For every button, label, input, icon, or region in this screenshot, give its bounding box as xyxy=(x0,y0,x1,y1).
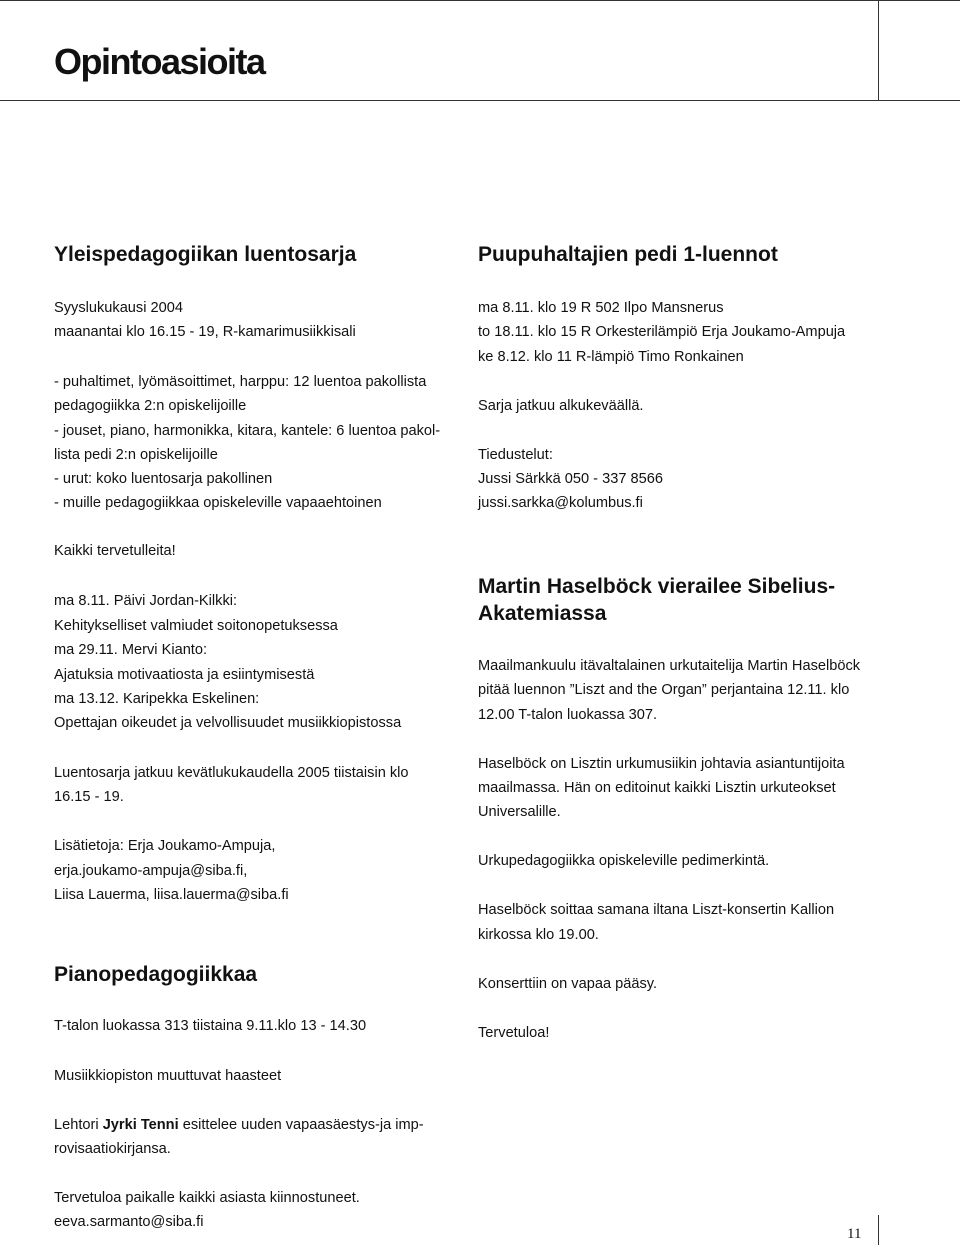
contact-line: Liisa Lauerma, liisa.lauerma@siba.fi xyxy=(54,887,289,903)
heading-yleispedagogiikka: Yleispedagogiikan luentosarja xyxy=(54,243,357,266)
heading-haselbock: Martin Haselböck vierailee Sibelius- xyxy=(478,575,836,598)
top-rule xyxy=(0,0,960,1)
page-number: 11 xyxy=(847,1226,862,1242)
text-line: Haselböck soittaa samana iltana Liszt-konsertin Kallion xyxy=(478,902,835,918)
text-line: Musiikkiopiston muuttuvat haasteet xyxy=(54,1068,282,1084)
text-line: maanantai klo 16.15 - 19, R-kamarimusiikkisali xyxy=(54,324,356,340)
text-line: to 18.11. klo 15 R Orkesterilämpiö Erja Joukamo-Ampuja xyxy=(478,324,846,340)
text-line: ke 8.12. klo 11 R-lämpiö Timo Ronkainen xyxy=(478,349,744,365)
lecture-topic: Opettajan oikeudet ja velvollisuudet musiikkiopistossa xyxy=(54,715,402,731)
text-line: lista pedi 2:n opiskelijoille xyxy=(54,447,218,463)
text-line: ma 8.11. klo 19 R 502 Ilpo Mansnerus xyxy=(478,300,724,316)
lecture-date: ma 29.11. Mervi Kianto: xyxy=(54,642,208,658)
text-line: Tervetuloa paikalle kaikki asiasta kiinnostuneet. xyxy=(54,1190,360,1206)
text-line: Syyslukukausi 2004 xyxy=(54,300,183,316)
text-line: Haselböck on Lisztin urkumusiikin johtavia asiantuntijoita xyxy=(478,756,845,772)
contact-line: Lisätietoja: Erja Joukamo-Ampuja, xyxy=(54,838,276,854)
text-line: Maailmankuulu itävaltalainen urkutaitelija Martin Haselböck xyxy=(478,658,861,674)
heading-pianopedagogiikkaa: Pianopedagogiikkaa xyxy=(54,963,258,986)
presenter-name: Jyrki Tenni xyxy=(102,1117,179,1133)
contact-email: jussi.sarkka@kolumbus.fi xyxy=(478,495,643,511)
right-margin-rule xyxy=(878,0,879,101)
header-divider xyxy=(0,100,960,101)
text-line: T-talon luokassa 313 tiistaina 9.11.klo 13 - 14.30 xyxy=(54,1018,367,1034)
text-line: - puhaltimet, lyömäsoittimet, harppu: 12 luentoa pakollista xyxy=(54,374,427,390)
text-line: Luentosarja jatkuu kevätlukukaudella 2005 tiistaisin klo xyxy=(54,765,409,781)
text-fragment: Lehtori xyxy=(54,1117,103,1133)
text-line: Kaikki tervetulleita! xyxy=(54,543,176,559)
lecture-topic: Kehitykselliset valmiudet soitonopetuksessa xyxy=(54,618,338,634)
text-line: 12.00 T-talon luokassa 307. xyxy=(478,707,658,723)
text-line xyxy=(54,1113,424,1138)
text-line: - muille pedagogiikkaa opiskeleville vapaaehtoinen xyxy=(54,495,382,511)
contact-line: Jussi Särkkä 050 - 337 8566 xyxy=(478,471,663,487)
heading-haselbock-cont: Akatemiassa xyxy=(478,602,607,625)
text-line: - jouset, piano, harmonikka, kitara, kantele: 6 luentoa pakol- xyxy=(54,423,441,439)
text-line: Universalille. xyxy=(478,804,561,820)
text-line: Tiedustelut: xyxy=(478,447,553,463)
contact-email: eeva.sarmanto@siba.fi xyxy=(54,1214,204,1230)
text-line: - urut: koko luentosarja pakollinen xyxy=(54,471,273,487)
contact-email: erja.joukamo-ampuja@siba.fi, xyxy=(54,863,248,879)
text-line: Konserttiin on vapaa pääsy. xyxy=(478,976,658,992)
lecture-date: ma 13.12. Karipekka Eskelinen: xyxy=(54,691,260,707)
lecture-topic: Ajatuksia motivaatiosta ja esiintymisestä xyxy=(54,667,315,683)
lecture-date: ma 8.11. Päivi Jordan-Kilkki: xyxy=(54,593,238,609)
text-line: 16.15 - 19. xyxy=(54,789,124,805)
footer-margin-rule xyxy=(878,1215,879,1245)
text-line: Sarja jatkuu alkukeväällä. xyxy=(478,398,644,414)
text-line: pedagogiikka 2:n opiskelijoille xyxy=(54,398,247,414)
text-line: kirkossa klo 19.00. xyxy=(478,927,599,943)
text-line: pitää luennon ”Liszt and the Organ” perjantaina 12.11. klo xyxy=(478,682,850,698)
text-fragment: esittelee uuden vapaasäestys-ja imp- xyxy=(178,1117,424,1133)
page-title: Opintoasioita xyxy=(54,41,265,82)
text-line: maailmassa. Hän on editoinut kaikki Lisztin urkuteokset xyxy=(478,780,836,796)
text-line: Tervetuloa! xyxy=(478,1025,550,1041)
text-line: Urkupedagogiikka opiskeleville pedimerkintä. xyxy=(478,853,770,869)
heading-puupuhaltajat: Puupuhaltajien pedi 1-luennot xyxy=(478,243,778,266)
text-line: rovisaatiokirjansa. xyxy=(54,1141,171,1157)
